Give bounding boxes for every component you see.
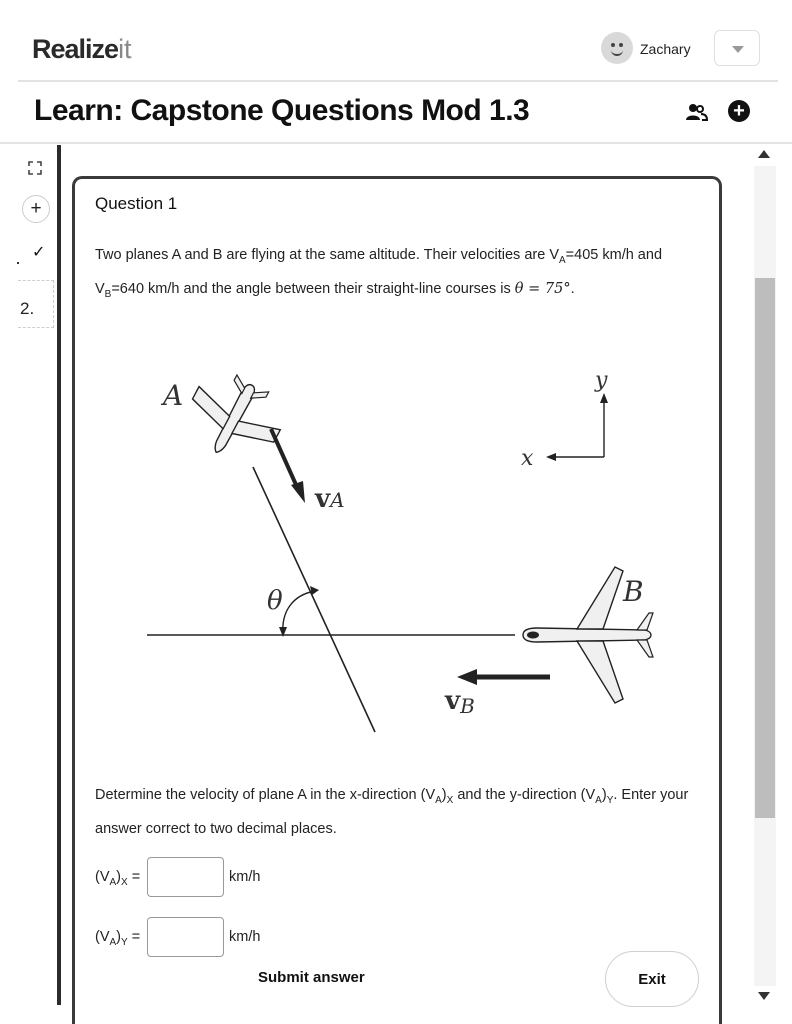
answer-label-vay: $(V_A)_Y$ =	[95, 929, 141, 948]
user-name[interactable]: Zachary	[640, 41, 691, 57]
add-circle-icon[interactable]: +	[728, 100, 750, 122]
question-card	[72, 176, 722, 1024]
header-divider	[0, 142, 792, 144]
chevron-down-icon	[732, 46, 744, 53]
question-title: Question 1	[95, 194, 178, 213]
theta-arc	[283, 591, 315, 635]
velocity-arrow-a	[271, 429, 297, 487]
velocity-arrow-b-head	[457, 669, 477, 685]
exit-button[interactable]: Exit	[605, 951, 699, 1007]
logo[interactable]	[32, 34, 132, 65]
rail-divider	[57, 145, 61, 1005]
velocity-arrow-a-head	[291, 481, 305, 503]
top-bar	[18, 18, 778, 82]
scroll-down-arrow[interactable]	[758, 992, 770, 1000]
label-va: vA	[315, 484, 345, 514]
check-icon: ✓	[32, 244, 46, 261]
expand-icon[interactable]	[28, 161, 44, 177]
rail-item[interactable]	[18, 280, 54, 328]
answer-input-vay[interactable]	[147, 917, 224, 957]
scrollbar-thumb[interactable]	[755, 278, 775, 818]
rail-add-button[interactable]: +	[22, 195, 50, 223]
plane-a-icon	[176, 362, 294, 474]
instruction-text: Determine the velocity of plane A in the x-direction $(V_A)_X$ and the y-direction $(V_A)_Y$. Enter your answer correct to two decimal places.	[95, 787, 689, 837]
logo-suffix: it	[118, 34, 132, 64]
page-title: Learn: Capstone Questions Mod 1.3	[34, 94, 530, 127]
avatar[interactable]	[601, 32, 633, 64]
theta-expression: θ = 75°	[514, 280, 571, 297]
label-b: B	[623, 575, 644, 608]
rail-item-number: 2.	[20, 299, 35, 318]
rail-marker	[17, 262, 19, 264]
label-x: x	[521, 446, 534, 471]
people-icon[interactable]	[684, 100, 708, 124]
submit-answer-button[interactable]: Submit answer	[258, 969, 365, 986]
answer-input-vax[interactable]	[147, 857, 224, 897]
label-y: y	[595, 368, 608, 393]
answer-unit-vay: km/h	[229, 929, 261, 945]
question-figure	[135, 357, 675, 747]
logo-text: Realize	[32, 34, 119, 64]
label-a: A	[163, 379, 184, 412]
answer-label-vax: $(V_A)_X$ =	[95, 869, 141, 888]
scroll-up-arrow[interactable]	[758, 150, 770, 158]
label-theta: θ	[267, 586, 283, 616]
answer-unit-vax: km/h	[229, 869, 261, 885]
user-menu-dropdown[interactable]	[714, 30, 760, 66]
question-text: Two planes A and B are flying at the same altitude. Their velocities are $V_A=405$ km/h and $V_B=640$ km/h and the angle between their straight-line courses is θ = 75°.	[95, 247, 663, 300]
label-vb: vB	[445, 686, 475, 718]
